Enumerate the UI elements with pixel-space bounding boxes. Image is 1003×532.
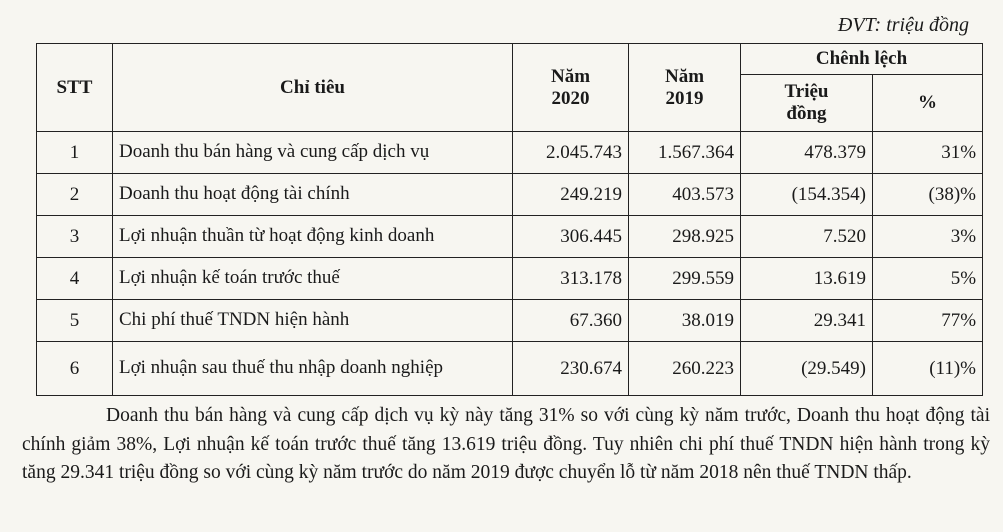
row-value-2020: 67.360 [513,300,629,342]
row-diff-amount: (154.354) [741,174,873,216]
row-stt: 2 [37,174,113,216]
row-stt: 3 [37,216,113,258]
header-year-2019: Năm 2019 [629,44,741,132]
row-value-2020: 230.674 [513,342,629,396]
row-diff-amount: 13.619 [741,258,873,300]
row-diff-percent: (11)% [873,342,983,396]
table-row [37,174,983,216]
row-diff-percent: 77% [873,300,983,342]
row-indicator: Lợi nhuận thuần từ hoạt động kinh doanh [113,216,513,258]
row-stt: 5 [37,300,113,342]
row-indicator: Doanh thu bán hàng và cung cấp dịch vụ [113,132,513,174]
row-value-2020: 2.045.743 [513,132,629,174]
header-difference: Chênh lệch [741,44,983,75]
row-indicator: Doanh thu hoạt động tài chính [113,174,513,216]
header-year-2020: Năm 2020 [513,44,629,132]
table-row [37,216,983,258]
row-stt: 1 [37,132,113,174]
row-diff-amount: 29.341 [741,300,873,342]
header-diff-amount: Triệu đồng [741,75,873,132]
row-stt: 4 [37,258,113,300]
row-value-2019: 1.567.364 [629,132,741,174]
header-indicator: Chỉ tiêu [113,44,513,132]
row-value-2020: 306.445 [513,216,629,258]
header-diff-percent: % [873,75,983,132]
row-indicator: Chi phí thuế TNDN hiện hành [113,300,513,342]
financial-table [36,43,983,396]
row-value-2019: 260.223 [629,342,741,396]
row-diff-percent: 3% [873,216,983,258]
row-diff-percent: 31% [873,132,983,174]
summary-text: Doanh thu bán hàng và cung cấp dịch vụ kỳ này tăng 31% so với cùng kỳ năm trước, Doanh thu hoạt động tài chính giảm 38%, Lợi nhuận kế toán trước thuế tăng 13.619 triệu đồng. Tuy nhiên chi phí thuế TNDN hiện hành trong kỳ tăng 29.341 triệu đồng so với cùng kỳ năm trước do năm 2019 được chuyển lỗ từ năm 2018 nên thuế TNDN thấp. [22,405,990,483]
row-diff-amount: (29.549) [741,342,873,396]
header-stt: STT [37,44,113,132]
row-indicator: Lợi nhuận sau thuế thu nhập doanh nghiệp [113,342,513,396]
row-stt: 6 [37,342,113,396]
row-value-2020: 249.219 [513,174,629,216]
table-row [37,132,983,174]
row-value-2019: 299.559 [629,258,741,300]
table-row [37,258,983,300]
row-diff-amount: 7.520 [741,216,873,258]
table-row [37,342,983,396]
row-diff-amount: 478.379 [741,132,873,174]
row-value-2020: 313.178 [513,258,629,300]
row-diff-percent: (38)% [873,174,983,216]
row-value-2019: 298.925 [629,216,741,258]
table-row [37,300,983,342]
row-diff-percent: 5% [873,258,983,300]
table-body [37,132,983,396]
unit-label: ĐVT: triệu đồng [837,14,969,36]
summary-paragraph [22,402,990,488]
row-indicator: Lợi nhuận kế toán trước thuế [113,258,513,300]
row-value-2019: 403.573 [629,174,741,216]
row-value-2019: 38.019 [629,300,741,342]
